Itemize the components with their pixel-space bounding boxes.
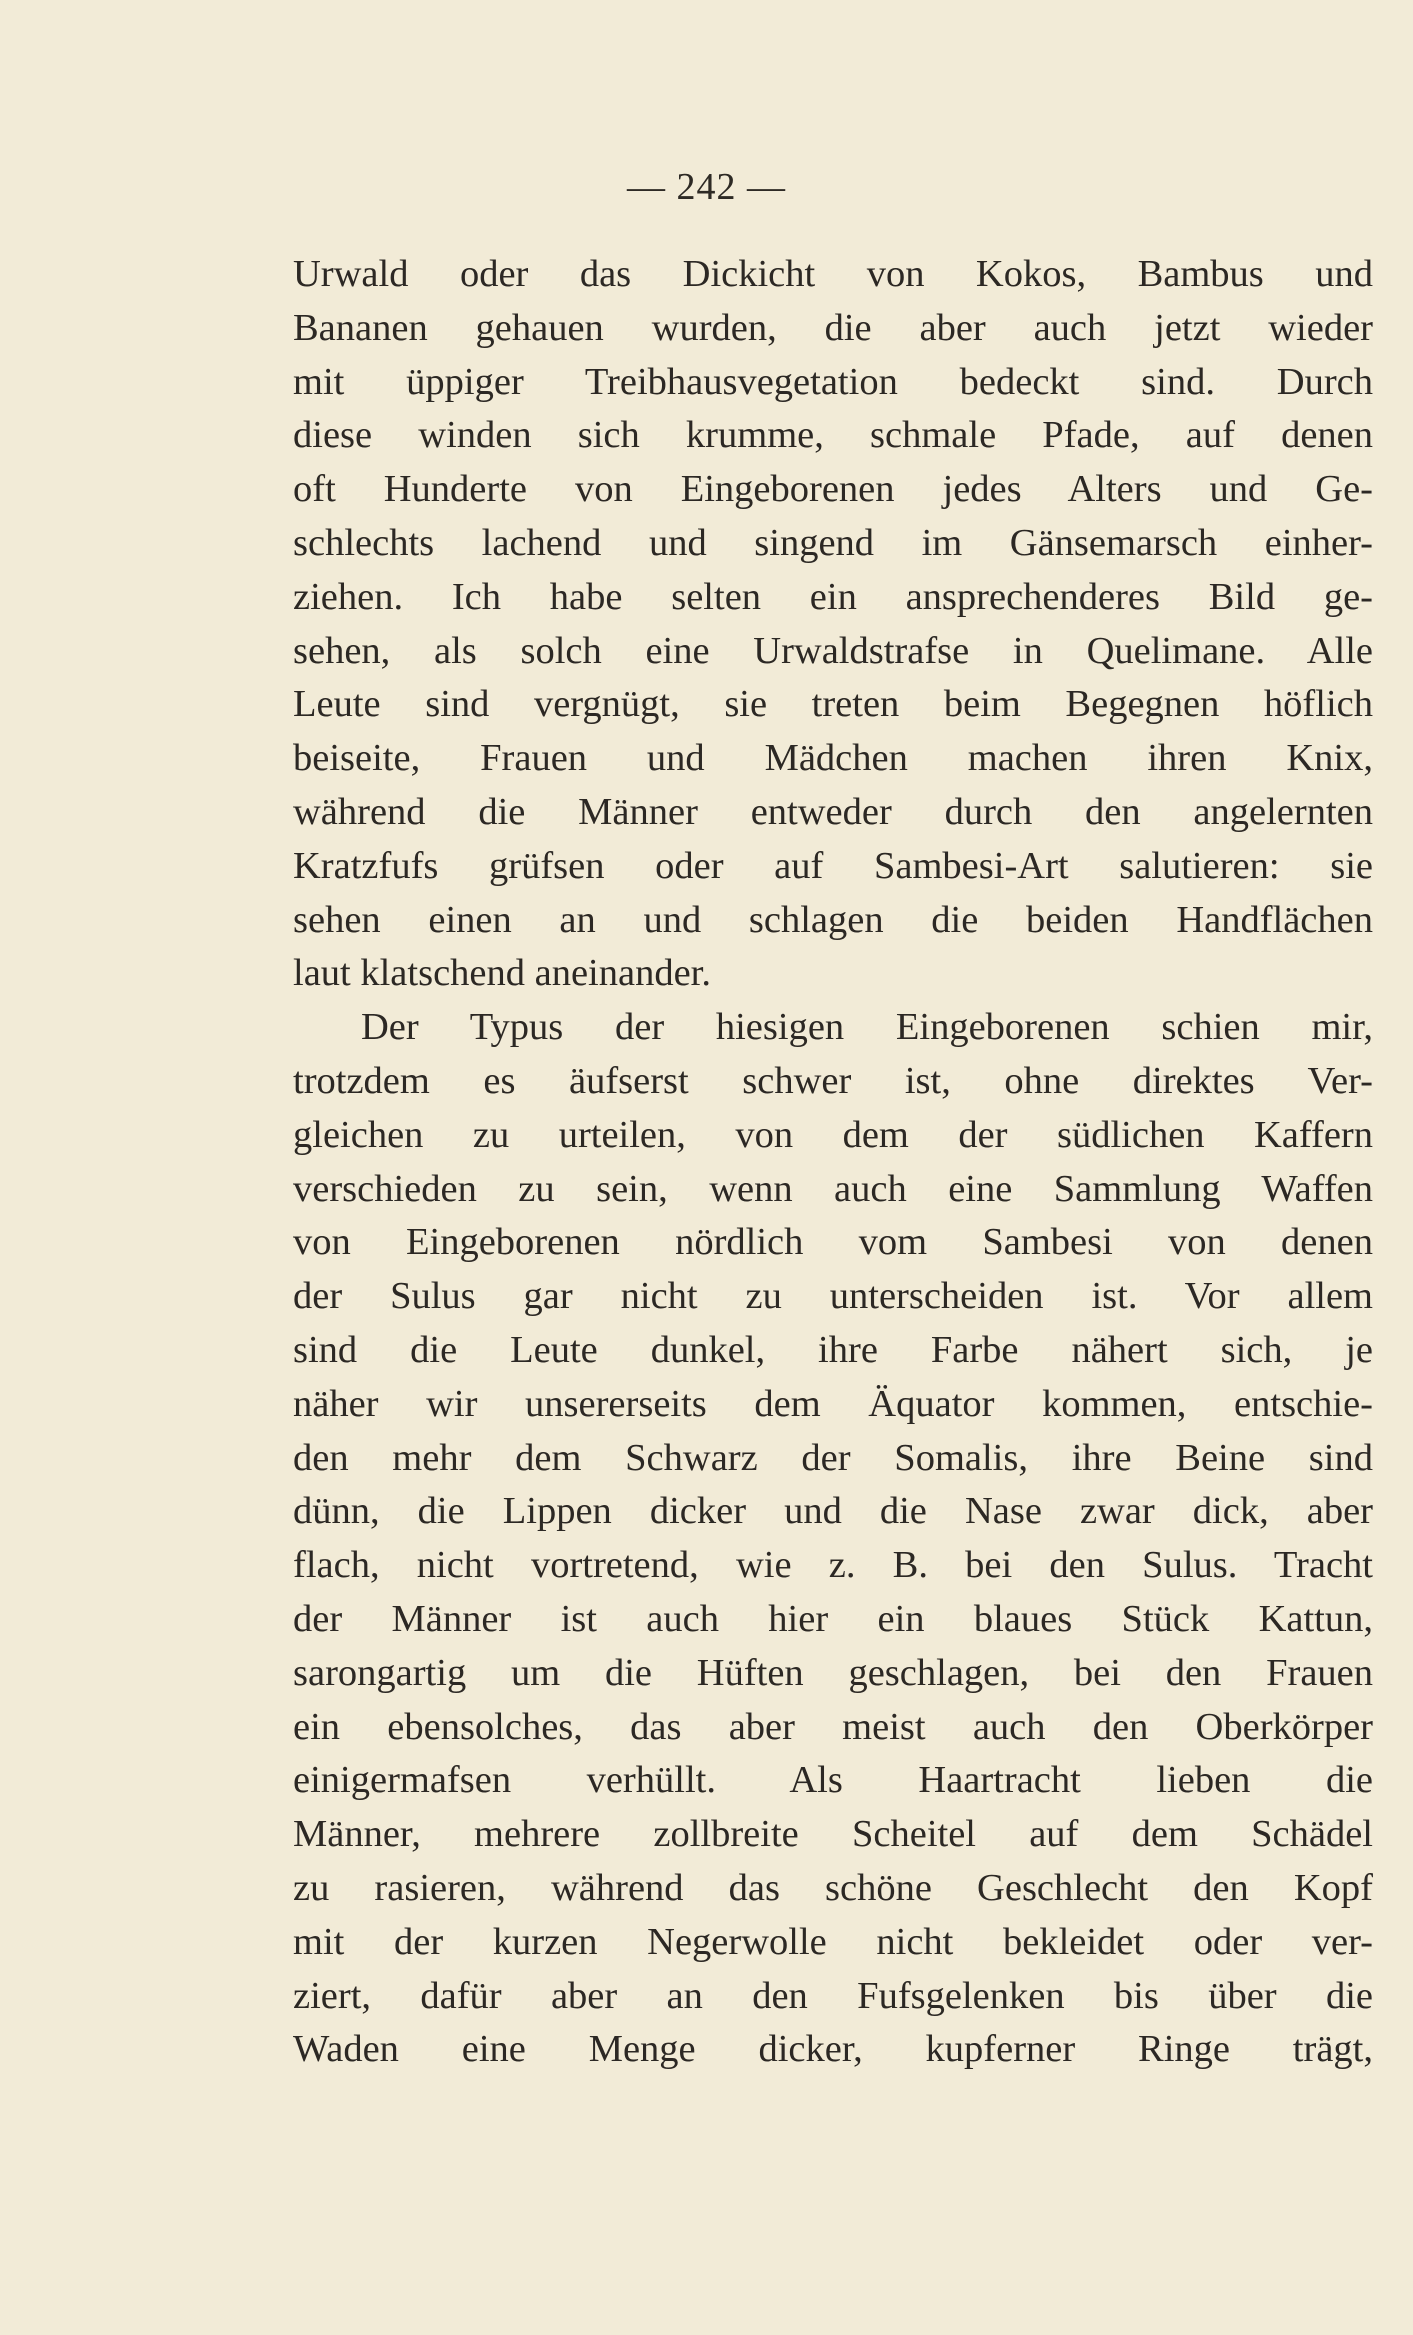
text-line: ziehen. Ich habe selten ein ansprechenderes Bild ge-	[293, 575, 1373, 618]
text-line: der Männer ist auch hier ein blaues Stück Kattun,	[293, 1597, 1373, 1640]
text-line: Bananen gehauen wurden, die aber auch jetzt wieder	[293, 306, 1373, 349]
body-text	[293, 248, 1373, 2077]
text-line: schlechts lachend und singend im Gänsemarsch einher-	[293, 521, 1373, 564]
text-line: sehen einen an und schlagen die beiden Handflächen	[293, 898, 1373, 941]
text-line: zu rasieren, während das schöne Geschlecht den Kopf	[293, 1866, 1373, 1909]
text-line: Kratzfufs grüfsen oder auf Sambesi-Art salutieren: sie	[293, 844, 1373, 887]
text-line: sind die Leute dunkel, ihre Farbe nähert sich, je	[293, 1328, 1373, 1371]
text-line: diese winden sich krumme, schmale Pfade, auf denen	[293, 414, 1373, 457]
text-line: gleichen zu urteilen, von dem der südlichen Kaffern	[293, 1113, 1373, 1156]
text-line: näher wir unsererseits dem Äquator kommen, entschie-	[293, 1382, 1373, 1425]
text-line: oft Hunderte von Eingeborenen jedes Alters und Ge-	[293, 468, 1373, 511]
paragraph-start-line: Der Typus der hiesigen Eingeborenen schien mir,	[361, 1006, 1373, 1049]
text-line: dünn, die Lippen dicker und die Nase zwar dick, aber	[293, 1490, 1373, 1533]
text-line: sehen, als solch eine Urwaldstrafse in Quelimane. Alle	[293, 629, 1373, 672]
text-line: einigermafsen verhüllt. Als Haartracht lieben die	[293, 1759, 1373, 1802]
paragraph-end-line: laut klatschend aneinander.	[293, 952, 711, 995]
text-line: flach, nicht vortretend, wie z. B. bei den Sulus. Tracht	[293, 1544, 1373, 1587]
text-line: trotzdem es äufserst schwer ist, ohne direktes Ver-	[293, 1059, 1373, 1102]
page-number: — 242 —	[627, 166, 786, 208]
text-line: sarongartig um die Hüften geschlagen, bei den Frauen	[293, 1651, 1373, 1694]
text-line: verschieden zu sein, wenn auch eine Sammlung Waffen	[293, 1167, 1373, 1210]
text-line: ein ebensolches, das aber meist auch den Oberkörper	[293, 1705, 1373, 1748]
text-line: Leute sind vergnügt, sie treten beim Begegnen höflich	[293, 683, 1373, 726]
text-line: Waden eine Menge dicker, kupferner Ringe trägt,	[293, 2028, 1373, 2071]
text-line: Urwald oder das Dickicht von Kokos, Bambus und	[293, 253, 1373, 295]
text-line: den mehr dem Schwarz der Somalis, ihre Beine sind	[293, 1436, 1373, 1479]
text-line: mit üppiger Treibhausvegetation bedeckt sind. Durch	[293, 360, 1373, 403]
text-line: während die Männer entweder durch den angelernten	[293, 790, 1373, 833]
text-line: der Sulus gar nicht zu unterscheiden ist. Vor allem	[293, 1275, 1373, 1318]
text-line: mit der kurzen Negerwolle nicht bekleidet oder ver-	[293, 1920, 1373, 1963]
text-line: beiseite, Frauen und Mädchen machen ihren Knix,	[293, 737, 1373, 780]
text-line: Männer, mehrere zollbreite Scheitel auf dem Schädel	[293, 1813, 1373, 1856]
text-line: ziert, dafür aber an den Fufsgelenken bis über die	[293, 1974, 1373, 2017]
text-line: von Eingeborenen nördlich vom Sambesi von denen	[293, 1221, 1373, 1264]
